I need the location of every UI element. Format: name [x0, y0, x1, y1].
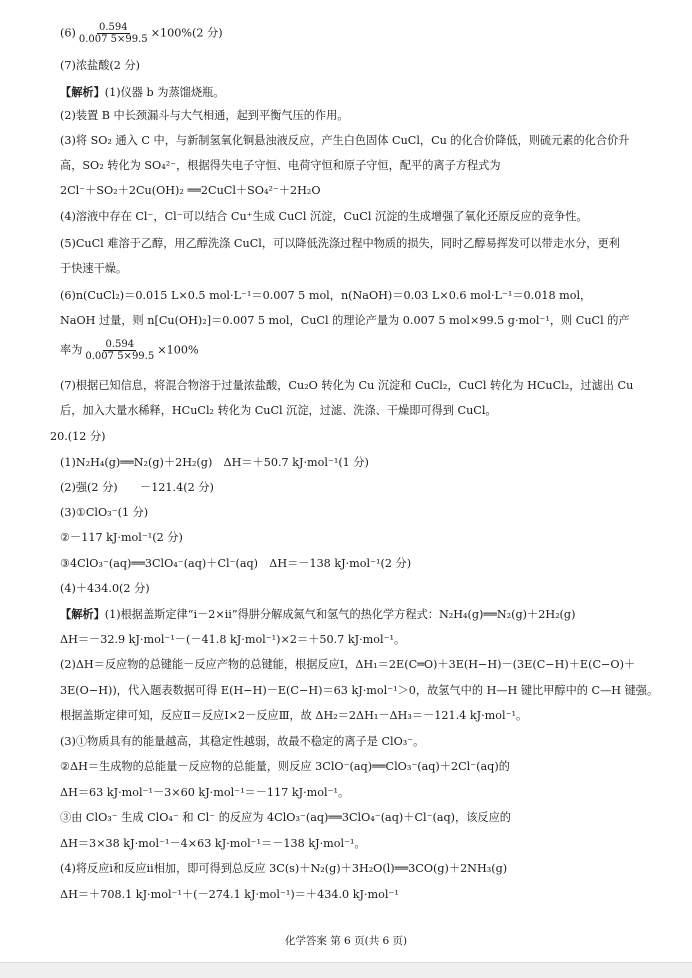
analysis-5-line-1: (5)CuCl 难溶于乙醇，用乙醇洗涤 CuCl，可以降低洗涤过程中物质的损失，同时乙醇易挥发可以带走水分，更利: [60, 237, 620, 250]
analysis-20-2-line-1: (2)ΔH＝反应物的总键能－反应产物的总键能，根据反应Ⅰ，ΔH₁＝2E(C═O)＋3E(H−H)－(3E(C−H)＋E(C−O)＋: [60, 658, 636, 671]
analysis-20-2-line-3: 根据盖斯定律可知，反应Ⅱ＝反应Ⅰ×2－反应Ⅲ，故 ΔH₂＝2ΔH₁－ΔH₃＝－121.4 kJ·mol⁻¹。: [60, 709, 528, 722]
q20-answer-3a: (3)①ClO₃⁻(1 分): [60, 506, 149, 519]
q6-suffix: ×100%(2 分): [150, 26, 223, 40]
viewer-bottom-strip: [0, 962, 692, 978]
q7-answer: (7)浓盐酸(2 分): [60, 59, 141, 72]
analysis-6-fraction: [83, 339, 156, 362]
analysis-20-3-line-3: ΔH＝63 kJ·mol⁻¹－3×60 kJ·mol⁻¹＝－117 kJ·mol⁻¹。: [60, 786, 350, 799]
analysis-7-line-1: (7)根据已知信息，将混合物溶于过量浓盐酸，Cu₂O 转化为 Cu 沉淀和 CuCl₂，CuCl 转化为 HCuCl₂，过滤出 Cu: [60, 379, 634, 392]
analysis-3-equation: 2Cl⁻＋SO₂＋2Cu(OH)₂ ══2CuCl＋SO₄²⁻＋2H₂O: [60, 184, 321, 197]
analysis-20-2-line-2: 3E(O−H))，代入题表数据可得 E(H−H)－E(C−H)＝63 kJ·mol⁻¹＞0，故氢气中的 H—H 键比甲醇中的 C—H 键强。: [60, 684, 659, 697]
analysis-20-3-line-2: ②ΔH＝生成物的总能量－反应物的总能量，则反应 3ClO⁻(aq)══ClO₃⁻(aq)＋2Cl⁻(aq)的: [60, 760, 510, 773]
analysis-6-denominator: 0.007 5×99.5: [85, 351, 155, 362]
analysis-20-1-equation: ΔH＝－32.9 kJ·mol⁻¹－(－41.8 kJ·mol⁻¹)×2＝＋50.7 kJ·mol⁻¹。: [60, 633, 406, 646]
q20-answer-3b: ②－117 kJ·mol⁻¹(2 分): [60, 531, 183, 544]
analysis-20-1-text: (1)根据盖斯定律“i－2×ii”得肼分解成氮气和氢气的热化学方程式：N₂H₄(g)══N₂(g)＋2H₂(g): [104, 608, 576, 621]
analysis-20-4-line-2: ΔH＝＋708.1 kJ·mol⁻¹＋(－274.1 kJ·mol⁻¹)＝＋434.0 kJ·mol⁻¹: [60, 888, 399, 901]
q6-denominator: 0.007 5×99.5: [78, 34, 148, 45]
analysis-3-line-1: (3)将 SO₂ 通入 C 中，与新制氢氧化铜悬浊液反应，产生白色固体 CuCl，Cu 的化合价降低，则硫元素的化合价升: [60, 134, 630, 147]
question-20-heading: 20.(12 分): [50, 430, 106, 443]
analysis-6-yield-suffix: ×100%: [157, 343, 199, 357]
q20-answer-3c: ③4ClO₃⁻(aq)══3ClO₄⁻(aq)＋Cl⁻(aq) ΔH＝－138 kJ·mol⁻¹(2 分): [60, 557, 412, 570]
analysis-20-tag: 【解析】: [60, 607, 105, 621]
analysis-20-4-line-1: (4)将反应ⅰ和反应ⅱ相加，即可得到总反应 3C(s)＋N₂(g)＋3H₂O(l)══3CO(g)＋2NH₃(g): [60, 862, 508, 875]
analysis-20-3-line-5: ΔH＝3×38 kJ·mol⁻¹－4×63 kJ·mol⁻¹＝－138 kJ·mol⁻¹。: [60, 837, 366, 850]
q6-answer: [60, 22, 223, 45]
analysis-1: [60, 84, 224, 101]
analysis-6-numerator: 0.594: [105, 339, 135, 350]
analysis-6-yield-prefix: 率为: [60, 343, 83, 357]
q20-answer-4: (4)＋434.0(2 分): [60, 582, 150, 595]
q6-prefix: (6): [60, 26, 76, 40]
analysis-6-yield: [60, 339, 199, 362]
analysis-7-line-2: 后，加入大量水稀释，HCuCl₂ 转化为 CuCl 沉淀，过滤、洗涤、干燥即可得到 CuCl。: [60, 404, 497, 417]
analysis-4: (4)溶液中存在 Cl⁻，Cl⁻可以结合 Cu⁺生成 CuCl 沉淀，CuCl 沉淀的生成增强了氧化还原反应的竞争性。: [60, 210, 588, 223]
analysis-3-line-2: 高，SO₂ 转化为 SO₄²⁻，根据得失电子守恒、电荷守恒和原子守恒，配平的离子方程式为: [60, 159, 501, 172]
analysis-5-line-2: 于快速干燥。: [60, 262, 128, 275]
analysis-20-1: [60, 606, 575, 623]
page-footer: 化学答案 第 6 页(共 6 页): [284, 935, 408, 947]
analysis-6-line-1: (6)n(CuCl₂)＝0.015 L×0.5 mol·L⁻¹＝0.007 5 mol，n(NaOH)＝0.03 L×0.6 mol·L⁻¹＝0.018 mol，: [60, 289, 592, 302]
analysis-2: (2)装置 B 中长颈漏斗与大气相通，起到平衡气压的作用。: [60, 109, 349, 122]
analysis-1-text: (1)仪器 b 为蒸馏烧瓶。: [104, 86, 225, 99]
analysis-tag: 【解析】: [60, 85, 105, 99]
analysis-20-3-line-1: (3)①物质具有的能量越高，其稳定性越弱，故最不稳定的离子是 ClO₃⁻。: [60, 735, 425, 748]
q20-answer-2: (2)强(2 分) －121.4(2 分): [60, 481, 214, 494]
q6-numerator: 0.594: [98, 22, 128, 33]
analysis-20-3-line-4: ③由 ClO₃⁻ 生成 ClO₄⁻ 和 Cl⁻ 的反应为 4ClO₃⁻(aq)══3ClO₄⁻(aq)＋Cl⁻(aq)，该反应的: [60, 811, 511, 824]
q6-fraction: [77, 22, 150, 45]
q20-answer-1: (1)N₂H₄(g)══N₂(g)＋2H₂(g) ΔH＝＋50.7 kJ·mol⁻¹(1 分): [60, 456, 369, 469]
analysis-6-line-2: NaOH 过量，则 n[Cu(OH)₂]＝0.007 5 mol，CuCl 的理论产量为 0.007 5 mol×99.5 g·mol⁻¹，则 CuCl 的产: [60, 314, 630, 327]
